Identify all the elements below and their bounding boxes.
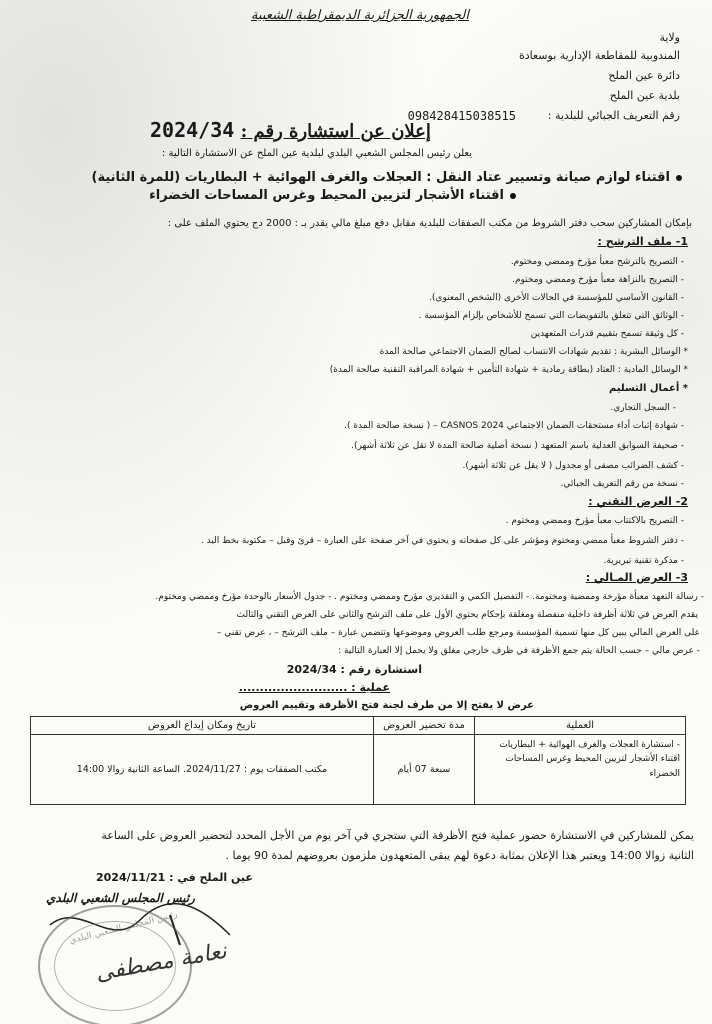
item-1: اقتناء لوازم صيانة وتسيير عتاد النقل : العجلات والغرف الهوائية + البطاريات (للمرة الثانية) [92, 170, 682, 185]
s2-line: - دفتر الشروط معبأ ممضي ومختوم ومؤشر على كل صفحاته و يحتوي في آخر صفحة على العبارة – قرئ وقبل – مكتوبة بخط اليد . [200, 536, 684, 546]
announcement-title [150, 118, 431, 142]
business-line: - شهادة إثبات أداء مستحقات الضمان الاجتماعي CASNOS 2024 – ( نسخة صالحة المدة ). [344, 421, 684, 431]
province-label: ولاية [659, 31, 680, 44]
deposit-table [30, 716, 686, 805]
business-line: - كشف الضرائب مصفى أو مجدول ( لا يقل عن ثلاثة أشهر). [462, 461, 684, 471]
envelope-operation: عملية : .......................... [238, 681, 390, 694]
s1-line: - كل وثيقة تسمح بتقييم قدرات المتعهدين [530, 329, 684, 339]
announcement-intro: يعلن رئيس المجلس الشعبي البلدي لبلدية عين الملح عن الاستشارة التالية : [161, 148, 472, 159]
table-header-cell: تاريخ ومكان إيداع العروض [31, 717, 374, 735]
place-date: عين الملح في : 2024/11/21 [96, 871, 253, 884]
table-header-cell: العملية [475, 717, 686, 735]
table-cell-operation: - استشارة العجلات والغرف الهوائية + البطاريات اقتناء الأشجار لتزيين المحيط وغرس المساحات الخضراء [475, 735, 686, 805]
s3-line: على العرض المالي يبين كل منها تسمية المؤسسة ومرجع طلب العروض وموضوعها وتتضمن عبارة – ملف الترشح – ، عرض تقني – [216, 628, 700, 638]
s2-line: - مذكرة تقنية تبريرية. [603, 556, 684, 566]
tax-id-value: 098428415038515 [407, 109, 516, 123]
business-line: - صحيفة السوابق العدلية باسم المتعهد ( نسخة أصلية صالحة المدة لا تقل عن ثلاثة أشهر). [351, 441, 684, 451]
handwritten-signature: نعامة مصطفى [93, 938, 229, 987]
envelope-note: عرض لا يفتح إلا من طرف لجنة فتح الأظرفة وتقييم العروض [239, 700, 534, 711]
table-cell-duration: سبعة 07 أيام [374, 735, 475, 805]
tax-id-label: رقم التعريف الجبائي للبلدية : [547, 109, 680, 122]
announcement-heading: إعلان عن استشارة رقم : [240, 121, 431, 142]
s3-line: - رسالة التعهد معبأة مؤرخة وممضية ومختومة. - التفصيل الكمي و التقديري مؤرخ وممضي ومختوم . - جدول الأسعار بالوحدة مؤرخ وممضي ومختوم. [155, 592, 704, 602]
table-cell-deposit: مكتب الصفقات يوم : 2024/11/27. الساعة الثانية زوالا 14:00 [31, 735, 374, 805]
footer-line: يمكن للمشاركين في الاستشارة حضور عملية فتح الأظرفة التي ستجري في آخر يوم من الأجل المحدد لتحضير العروض على الساعة [101, 829, 694, 842]
section-2-title: 2- العرض التقني : [588, 495, 688, 508]
conditions-intro: بإمكان المشاركين سحب دفتر الشروط من مكتب الصفقات للبلدية مقابل دفع مبلغ مالي يقدر بـ : 2000 دج يحتوي الملف على : [167, 218, 692, 229]
human-means: * الوسائل البشرية : تقديم شهادات الانتساب لصالح الضمان الاجتماعي صالحة المدة [379, 347, 688, 357]
announcement-number: 2024/34 [150, 118, 235, 142]
table-row [31, 735, 686, 805]
s1-line: - الوثائق التي تتعلق بالتفويضات التي تسمح للأشخاص بإلزام المؤسسة . [418, 311, 684, 321]
delegation-label: المندوبية للمقاطعة الإدارية بوسعادة [518, 49, 680, 62]
business-line: - نسخة من رقم التعريف الجبائي. [560, 479, 684, 489]
material-means: * الوسائل المادية : العتاد (بطاقة رمادية + شهادة التأمين + شهادة المراقبة التقنية صالحة المدة) [329, 365, 688, 375]
business-line: - السجل التجاري. [610, 403, 676, 413]
s3-line: يقدم العرض في ثلاثة أظرفة داخلية منفصلة ومغلقة بإحكام يحتوي الأول على ملف الترشح والثاني على العرض التقني والثالث [236, 610, 698, 620]
s2-line: - التصريح بالاكتتاب معبأ مؤرخ وممضي ومختوم . [505, 516, 684, 526]
signatory-title: رئيس المجلس الشعبي البلدي [46, 891, 195, 905]
stamp-text: رئيس المجلس الشعبي البلدي [68, 909, 179, 947]
envelope-consultation: استشارة رقم : 2024/34 [286, 663, 422, 676]
s3-line: - عرض مالي – حسب الحالة يتم جمع الأظرفة في ظرف خارجي مغلق ولا يحمل إلا العبارة التالية : [338, 646, 700, 656]
daira-label: دائرة عين الملح [608, 69, 680, 82]
business-title: * أعمال التسليم [608, 383, 688, 394]
bullet-icon [676, 175, 682, 181]
bullet-icon [510, 193, 516, 199]
republic-header: الجمهورية الجزائرية الديمقراطية الشعبية [251, 8, 469, 23]
table-header-row [31, 717, 686, 735]
s1-line: - التصريح بالنزاهة معبأ مؤرخ وممضي ومختوم. [512, 275, 684, 285]
section-1-title: 1- ملف الترشح : [597, 235, 688, 248]
s1-line: - التصريح بالترشح معبأ مؤرخ وممضي ومختوم. [510, 257, 684, 267]
table-header-cell: مدة تحضير العروض [374, 717, 475, 735]
commune-label: بلدية عين الملح [609, 89, 680, 102]
item-2: اقتناء الأشجار لتزيين المحيط وغرس المساحات الخضراء [149, 188, 516, 203]
footer-line: الثانية زوالا 14:00 ويعتبر هذا الإعلان بمثابة دعوة لهم يبقى المتعهدون ملزمون بعروضهم لمدة 90 يوما . [225, 849, 694, 862]
section-3-title: 3- العرض المـالي : [585, 571, 688, 584]
s1-line: - القانون الأساسي للمؤسسة في الحالات الأخرى (الشخص المعنوي). [429, 293, 684, 303]
